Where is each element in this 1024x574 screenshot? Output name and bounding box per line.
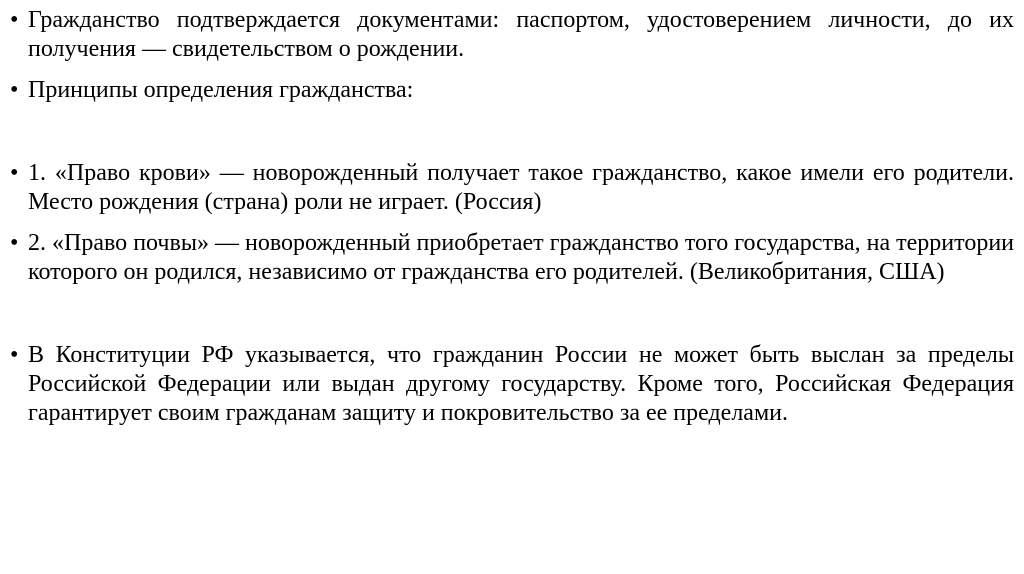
bullet-marker: • bbox=[10, 342, 19, 368]
bullet-item-constitution-rf bbox=[10, 341, 1014, 428]
bullet-marker: • bbox=[10, 7, 19, 33]
bullet-group-constitution bbox=[0, 341, 1024, 428]
bullet-text: Гражданство подтверждается документами: паспортом, удостоверением личности, до их получения — свидетельством о рождении. bbox=[28, 7, 1014, 62]
bullet-text: 2. «Право почвы» — новорожденный приобретает гражданство того государства, на территории которого он родился, независимо от гражданства его родителей. (Великобритания, США) bbox=[28, 230, 1014, 285]
bullet-item-right-of-blood bbox=[10, 159, 1014, 217]
bullet-item-citizenship-documents bbox=[10, 6, 1014, 64]
bullet-marker: • bbox=[10, 77, 19, 103]
bullet-item-right-of-soil bbox=[10, 229, 1014, 287]
bullet-marker: • bbox=[10, 230, 19, 256]
group-spacer bbox=[0, 299, 1024, 341]
bullet-group-principles bbox=[0, 159, 1024, 287]
bullet-group-documents bbox=[0, 6, 1024, 105]
bullet-text: 1. «Право крови» — новорожденный получает такое гражданство, какое имели его родители. Место рождения (страна) роли не играет. (Россия) bbox=[28, 160, 1014, 215]
bullet-marker: • bbox=[10, 160, 19, 186]
bullet-text: Принципы определения гражданства: bbox=[28, 77, 414, 103]
bullet-text: В Конституции РФ указывается, что гражданин России не может быть выслан за пределы Российской Федерации или выдан другому государству. Кроме того, Российская Федерация гарантирует своим гражданам защиту и покровительство за ее пределами. bbox=[28, 342, 1014, 426]
group-spacer bbox=[0, 117, 1024, 159]
bullet-item-principles-heading bbox=[10, 76, 1014, 105]
